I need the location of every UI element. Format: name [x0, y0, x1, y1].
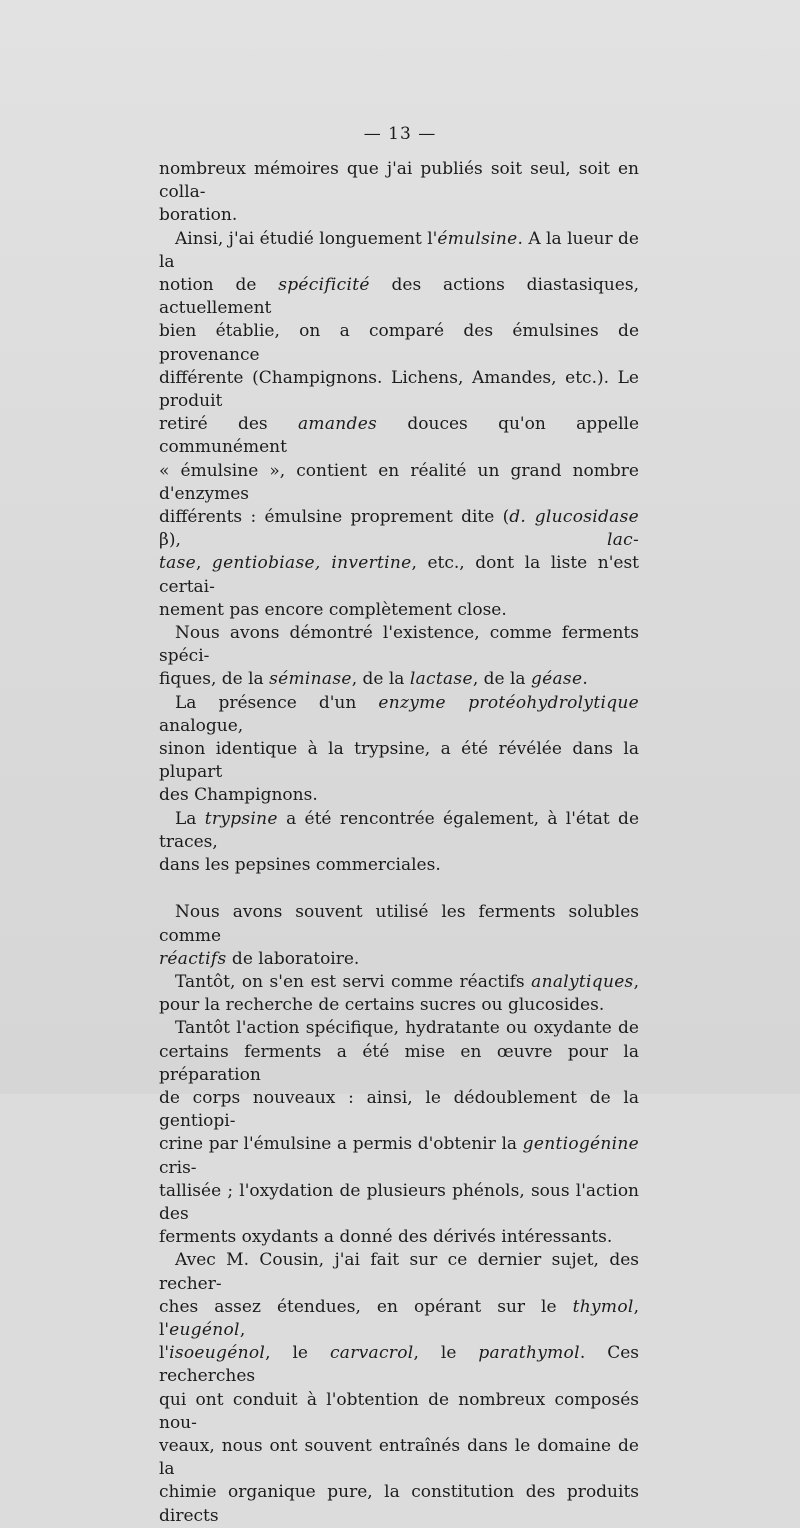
text-run: , — [195, 553, 212, 574]
text-line — [159, 901, 639, 947]
text-run: différents : émulsine proprement dite ( — [159, 507, 510, 528]
italic-term: gentiogénine — [522, 1134, 639, 1155]
text-run: a été rencontrée également, à l'état de traces, — [159, 808, 639, 852]
text-run: chimie organique pure, la constitution des produits directs — [159, 1482, 639, 1526]
text-line — [159, 971, 639, 994]
text-line — [159, 506, 639, 552]
paragraph-emulsine — [159, 228, 639, 622]
text-line — [159, 622, 639, 668]
text-line — [159, 808, 639, 854]
text-run: nement pas encore complètement close. — [159, 599, 507, 620]
text-line — [159, 1249, 639, 1295]
italic-term: d. glucosidase — [509, 507, 639, 528]
paragraph-continuation — [159, 158, 639, 228]
italic-term: gentiobiase, invertine — [211, 553, 412, 574]
text-run: des Champignons. — [159, 785, 318, 806]
text-line — [159, 158, 639, 204]
italic-term: parathymol — [478, 1343, 580, 1364]
text-run: certains ferments a été mise en œuvre pour la préparation — [159, 1041, 639, 1085]
italic-term: lactase — [409, 669, 473, 690]
text-line — [159, 1435, 639, 1481]
italic-term: séminase — [269, 669, 352, 690]
text-run: nombreux mémoires que j'ai publiés soit seul, soit en colla- — [159, 159, 639, 203]
text-run: « émulsine », contient en réalité un grand nombre d'enzymes — [159, 460, 639, 504]
text-run: de corps nouveaux : ainsi, le dédoublement de la gentiopi- — [159, 1087, 639, 1132]
paragraph-enzyme-proteohydrolytique — [159, 692, 639, 808]
italic-term: eugénol — [169, 1319, 240, 1340]
text-line — [159, 367, 639, 413]
text-run: Ainsi, j'ai étudié longuement l' — [175, 228, 438, 249]
text-run: tallisée ; l'oxydation de plusieurs phénols, sous l'action des — [159, 1180, 639, 1224]
text-run: différente (Champignons. Lichens, Amandes, etc.). Le produit — [159, 367, 639, 412]
section-gap — [159, 877, 639, 901]
text-run: Tantôt l'action spécifique, hydratante ou oxydante de — [175, 1018, 639, 1039]
text-line — [159, 1041, 639, 1087]
text-run: cris- — [159, 1157, 197, 1178]
text-run: de laboratoire. — [226, 948, 360, 969]
text-run: douces qu'on appelle communément — [159, 414, 640, 458]
italic-term: géase — [530, 669, 583, 690]
italic-term: tase — [159, 553, 196, 574]
text-line — [159, 1296, 639, 1342]
paragraph-cousin — [159, 1249, 639, 1527]
text-run: β), — [159, 530, 607, 551]
italic-term: lac- — [606, 530, 639, 551]
text-run: , etc., dont la liste n'est certai- — [159, 553, 639, 597]
text-run: . Ces recherches — [159, 1343, 639, 1387]
italic-term: carvacrol — [329, 1343, 414, 1364]
text-line — [159, 668, 639, 691]
text-run: qui ont conduit à l'obtention de nombreux composés nou- — [159, 1389, 639, 1433]
text-run: , — [633, 971, 639, 992]
text-line — [159, 228, 639, 274]
body-text — [159, 158, 639, 1528]
text-run: . — [582, 669, 588, 690]
italic-term: thymol — [572, 1296, 634, 1317]
page-number: — 13 — — [363, 124, 437, 144]
text-run: La présence d'un — [175, 692, 379, 713]
text-run: , le — [413, 1343, 479, 1364]
italic-term: spécificité — [278, 275, 370, 296]
text-line — [159, 413, 639, 459]
italic-term: enzyme protéohydrolytique — [378, 692, 639, 713]
text-line — [159, 692, 639, 738]
paragraph-trypsine — [159, 808, 639, 878]
text-line — [159, 599, 639, 622]
text-run: boration. — [159, 205, 238, 226]
text-run: veaux, nous ont souvent entraînés dans le domaine de la — [159, 1435, 639, 1480]
italic-term: réactifs — [159, 948, 227, 969]
text-run: crine par l'émulsine a permis d'obtenir la — [159, 1134, 523, 1155]
text-run: sinon identique à la trypsine, a été révélée dans la plupart — [159, 739, 639, 783]
paragraph-analytiques — [159, 971, 639, 1017]
text-line — [159, 460, 639, 506]
text-run: , de la — [351, 669, 410, 690]
text-line — [159, 948, 639, 971]
text-run: pour la recherche de certains sucres ou glucosides. — [159, 995, 605, 1016]
text-line — [159, 1017, 639, 1040]
text-run: , — [239, 1319, 246, 1340]
text-run: , l' — [159, 1296, 639, 1340]
text-line — [159, 274, 639, 320]
text-run: Nous avons démontré l'existence, comme ferments spéci- — [159, 623, 639, 667]
text-line — [159, 204, 639, 227]
italic-term: émulsine — [437, 228, 518, 249]
text-run: dans les pepsines commerciales. — [159, 855, 441, 876]
text-run: ferments oxydants a donné des dérivés intéressants. — [159, 1227, 613, 1248]
paragraph-seminase — [159, 622, 639, 692]
text-run: notion de — [159, 275, 279, 296]
text-line — [159, 1133, 639, 1179]
paragraph-reactifs — [159, 901, 639, 971]
text-line — [159, 1226, 639, 1249]
italic-term: trypsine — [204, 808, 278, 829]
text-line — [159, 1389, 639, 1435]
text-run: bien établie, on a comparé des émulsines de provenance — [159, 321, 639, 365]
italic-term: isoeugénol — [169, 1343, 266, 1364]
text-run: , de la — [472, 669, 531, 690]
text-run: l' — [159, 1343, 170, 1364]
text-line — [159, 1180, 639, 1226]
italic-term: amandes — [297, 414, 378, 435]
text-run: La — [175, 808, 205, 829]
text-line — [159, 552, 639, 598]
text-line — [159, 320, 639, 366]
text-line — [159, 994, 639, 1017]
text-run: retiré des — [159, 414, 298, 435]
text-line — [159, 854, 639, 877]
text-run: Avec M. Cousin, j'ai fait sur ce dernier sujet, des recher- — [159, 1250, 639, 1294]
text-run: analogue, — [159, 715, 244, 736]
text-line — [159, 784, 639, 807]
text-line — [159, 1342, 639, 1388]
text-run: ches assez étendues, en opérant sur le — [159, 1296, 573, 1317]
text-run: Tantôt, on s'en est servi comme réactifs — [175, 971, 532, 992]
italic-term: analytiques — [531, 971, 634, 992]
text-run: fiques, de la — [159, 669, 270, 690]
text-line — [159, 1481, 639, 1527]
text-run: des actions diastasiques, actuellement — [159, 275, 639, 319]
text-run: Nous avons souvent utilisé les ferments solubles comme — [159, 902, 639, 946]
text-run: . A la lueur de la — [159, 228, 639, 272]
paragraph-action-specifique — [159, 1017, 639, 1249]
text-run: , le — [265, 1343, 330, 1364]
text-line — [159, 738, 639, 784]
